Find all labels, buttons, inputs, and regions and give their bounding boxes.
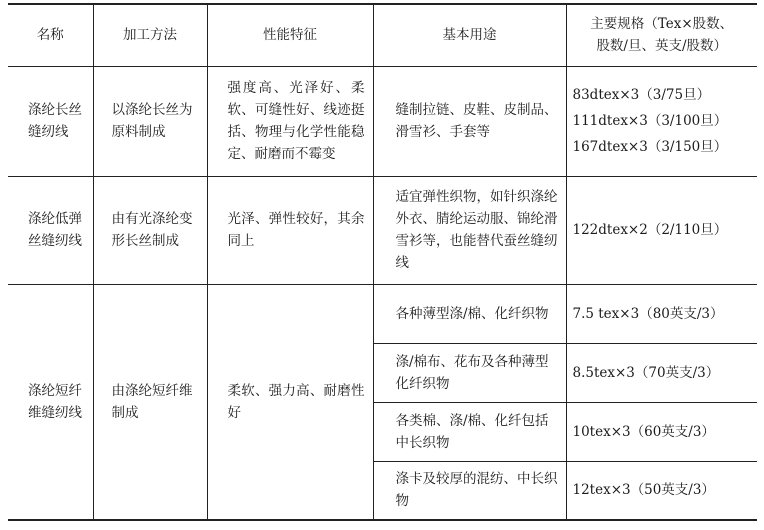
header-name: 名称 — [8, 4, 93, 66]
header-spec-line-2: 股数/旦、英支/股数） — [596, 38, 728, 55]
header-performance: 性能特征 — [207, 4, 373, 66]
sub-row-usage: 涤卡及较厚的混纺、中长织物 — [373, 461, 566, 520]
row-name: 涤纶低弹丝缝纫线 — [8, 176, 93, 284]
header-spec — [566, 4, 757, 66]
table-row — [8, 176, 757, 284]
sub-row-spec: 8.5tex×3（70英支/3） — [566, 343, 757, 402]
row-method: 由有光涤纶变形长丝制成 — [93, 176, 207, 284]
row-method: 以涤纶长丝为原料制成 — [93, 66, 207, 176]
sub-row-usage: 各种薄型涤/棉、化纤织物 — [373, 284, 566, 343]
table-row — [8, 66, 757, 176]
header-usage: 基本用途 — [373, 4, 566, 66]
row-method: 由涤纶短纤维制成 — [93, 284, 207, 520]
sub-row-usage: 各类棉、涤/棉、化纤包括中长织物 — [373, 402, 566, 461]
row-performance: 光泽、弹性较好，其余同上 — [207, 176, 373, 284]
row-usage: 适宜弹性织物，如针织涤纶外衣、腈纶运动服、锦纶滑雪衫等，也能替代蚕丝缝纫线 — [373, 176, 566, 284]
row-usage: 缝制拉链、皮鞋、皮制品、滑雪衫、手套等 — [373, 66, 566, 176]
sub-row-spec: 10tex×3（60英支/3） — [566, 402, 757, 461]
spec-value: 167dtex×3（3/150旦） — [572, 139, 728, 155]
header-spec-line-1: 主要规格（Tex×股数、 — [590, 16, 734, 33]
sub-row-spec: 12tex×3（50英支/3） — [566, 461, 757, 520]
thread-spec-table — [8, 3, 757, 521]
row-spec — [566, 176, 757, 284]
row-spec — [566, 66, 757, 176]
sub-row-usage: 涤/棉布、花布及各种薄型化纤织物 — [373, 343, 566, 402]
table-row — [8, 284, 757, 343]
row-performance: 柔软、强力高、耐磨性好 — [207, 284, 373, 520]
header-method: 加工方法 — [93, 4, 207, 66]
row-name: 涤纶短纤维缝纫线 — [8, 284, 93, 520]
row-name: 涤纶长丝缝纫线 — [28, 102, 82, 140]
header-row — [8, 4, 757, 66]
spec-value: 83dtex×3（3/75旦） — [572, 87, 711, 103]
row-performance: 强度高、光泽好、柔软、可缝性好、线迹挺括、物理与化学性能稳定、耐磨而不霉变 — [207, 66, 373, 176]
sub-row-spec: 7.5 tex×3（80英支/3） — [566, 284, 757, 343]
spec-value: 111dtex×3（3/100旦） — [572, 113, 728, 129]
spec-value: 122dtex×2（2/110旦） — [572, 222, 728, 238]
